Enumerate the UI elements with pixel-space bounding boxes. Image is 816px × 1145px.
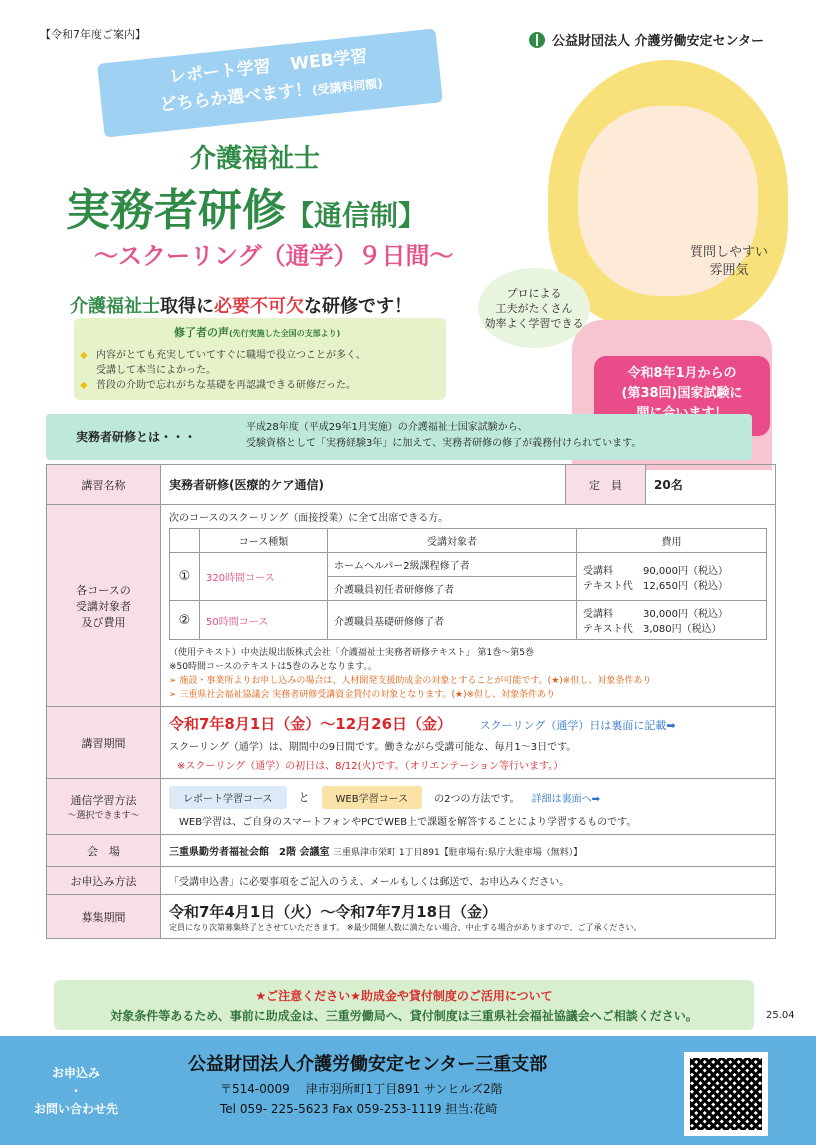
method-link[interactable]: 詳細は裏面へ➡: [531, 793, 601, 805]
footer-org-name: 公益財団法人介護労働安定センター三重支部: [188, 1054, 548, 1075]
ribbon-choose: どちらか選べます！: [158, 79, 313, 116]
caution-line2: 対象条件等あるため、事前に助成金は、三重労働局へ、貸付制度は三重県社会福祉協議会へご相談ください。: [110, 1009, 698, 1023]
row1-no: ①: [170, 553, 200, 601]
footer-tel: Tel 059- 225-5623 Fax 059-253-1119 担当:花崎: [220, 1102, 498, 1116]
period-cell: [161, 707, 776, 779]
ribbon-web: WEB学習: [289, 46, 369, 75]
course-info-table: [46, 464, 776, 939]
period-label: 講習期間: [47, 707, 161, 779]
fee-table: [169, 528, 767, 640]
tagline-b: 取得に: [160, 296, 214, 317]
row2-course: 50時間コース: [200, 601, 328, 640]
method-note: WEB学習は、ご自身のスマートフォンやPCでWEB上で課題を解答することにより学習するものです。: [179, 816, 637, 828]
venue-cell: 三重県勤労者福祉会館 2階 会議室 三重県津市栄町 1丁目891【駐車場有:県庁大駐車場（無料）】: [161, 835, 776, 867]
exam-badge: 令和8年1月からの (第38回)国家試験に: [594, 356, 770, 436]
row1-course: 320時間コース: [200, 553, 328, 601]
method-label: 通信学習方法 ～選択できます～: [47, 779, 161, 835]
course-name-label: 講習名称: [47, 465, 161, 505]
study-choice-ribbon: [97, 28, 443, 137]
target-intro: 次のコースのスクーリング（面接授業）に全て出席できる方。: [169, 513, 449, 524]
row2-no: ②: [170, 601, 200, 640]
recruit-period: 令和7年4月1日（火）～令和7年7月18日（金）: [169, 902, 498, 921]
title-main: 実務者研修: [66, 185, 286, 236]
voice-item-1: ◆ 内容がとても充実していてすぐに職場で役立つことが多く、 受講して本当によかった。: [96, 348, 366, 378]
method-two: の2つの方法です。: [434, 793, 520, 805]
notice-label: 【令和7年度ご案内】: [40, 28, 146, 41]
target-label: 各コースの 受講対象者 及び費用: [47, 505, 161, 707]
row1-target2: 介護職員初任者研修修了者: [328, 577, 577, 601]
definition-box: [46, 414, 752, 460]
tagline: [70, 292, 412, 318]
capacity: 20名: [646, 465, 776, 505]
venue-label: 会 場: [47, 835, 161, 867]
apply-label: お申込み方法: [47, 867, 161, 895]
tagline-a: 介護福祉士: [70, 296, 160, 317]
version: 25.04: [766, 1010, 795, 1021]
row2-fee: 受講料 30,000円（税込） テキスト代 3,080円（税込）: [577, 601, 767, 640]
row1-fee: 受講料 90,000円（税込） テキスト代 12,650円（税込）: [577, 553, 767, 601]
course-name: 実務者研修(医療的ケア通信): [161, 465, 566, 505]
footer-contact-label: お申込み ・ お問い合わせ先: [34, 1066, 119, 1116]
text-notes: （使用テキスト）中央法規出版株式会社「介護福祉士実務者研修テキスト」 第1巻～第5巻 ※50時間コースのテキストは5巻のみとなります。。 ➢ 施設・事業所よりお申し込みの場合は、人材開発支援助成金の対象とすることが可能です。(★)※但し、対象条件あり ➢ 三重県社会福祉協議会 実務者研修受講資金貸付の対象となります。(★)※但し、対象条件あり: [169, 648, 652, 700]
method-cell: [161, 779, 776, 835]
voices-heading: 修了者の声(先行実施した全国の支部より): [174, 326, 341, 339]
recruit-label: 募集期間: [47, 895, 161, 939]
tagline-c: 必要不可欠: [214, 296, 304, 317]
definition-text: 平成28年度（平成29年1月実施）の介護福祉士国家試験から、 受験資格として「実務経験3年」に加えて、実務者研修の修了が義務付けられています。: [246, 422, 642, 449]
definition-label: 実務者研修とは・・・: [76, 430, 197, 444]
voice-item-2: ◆ 普段の介助で忘れがちな基礎を再認識できる研修だった。: [96, 378, 356, 393]
period-note2: ※スクーリング（通学）の初日は、8/12(火)です。（オリエンテーション等行います。）: [177, 761, 564, 772]
org-name: 公益財団法人 介護労働安定センター: [552, 34, 765, 49]
col-target: 受講対象者: [328, 529, 577, 553]
footer: [0, 1036, 816, 1145]
col-type: コース種類: [200, 529, 328, 553]
footer-address: 〒514-0009 津市羽所町1丁目891 サンヒルズ2階: [220, 1082, 503, 1096]
tagline-d: な研修です！: [304, 296, 412, 317]
method-and: と: [298, 791, 310, 804]
graduate-voices: [74, 318, 446, 400]
caution-line1: ★ご注意ください★助成金や貸付制度のご活用について: [255, 989, 553, 1003]
apply-text: 「受講申込書」に必要事項をご記入のうえ、メールもしくは郵送で、お申込みください。: [161, 867, 776, 895]
org-header: [528, 30, 764, 49]
caution-box: [54, 980, 754, 1030]
col-fee: 費用: [577, 529, 767, 553]
recruit-note: 定員になり次第募集終了とさせていただきます。 ※最少開催人数に満たない場合、中止する場合がありますので、ご了承ください。: [169, 922, 642, 932]
row2-target1: 介護職員基礎研修修了者: [328, 601, 577, 640]
web-course-chip: WEB学習コース: [322, 786, 423, 809]
question-bubble: 質問しやすい 雰囲気: [690, 245, 769, 278]
ribbon-report: レポート学習: [168, 56, 272, 88]
period-link[interactable]: スクーリング（通学）日は裏面に記載➡: [479, 719, 676, 732]
org-logo-icon: [528, 31, 546, 49]
title-line3: ～スクーリング（通学）９日間～: [94, 242, 454, 270]
qr-code-icon[interactable]: [684, 1052, 768, 1136]
title-line1: 介護福祉士: [190, 144, 321, 174]
capacity-label: 定 員: [566, 465, 646, 505]
pro-bubble: プロによる 工夫がたくさん 効率よく学習できる: [478, 268, 590, 348]
ribbon-same-fee: (受講料同額): [311, 76, 384, 98]
period: 令和7年8月1日（金）～12月26日（金）: [169, 715, 453, 733]
report-course-chip: レポート学習コース: [169, 786, 287, 809]
recruit-cell: [161, 895, 776, 939]
row1-target1: ホームヘルパー2級課程修了者: [328, 553, 577, 577]
period-note: スクーリング（通学）は、期間中の9日間です。働きながら受講可能な、毎月1～3日です。: [169, 742, 577, 753]
target-cell: [161, 505, 776, 707]
title-line2: [66, 174, 426, 238]
title-suffix: 【通信制】: [286, 199, 427, 232]
